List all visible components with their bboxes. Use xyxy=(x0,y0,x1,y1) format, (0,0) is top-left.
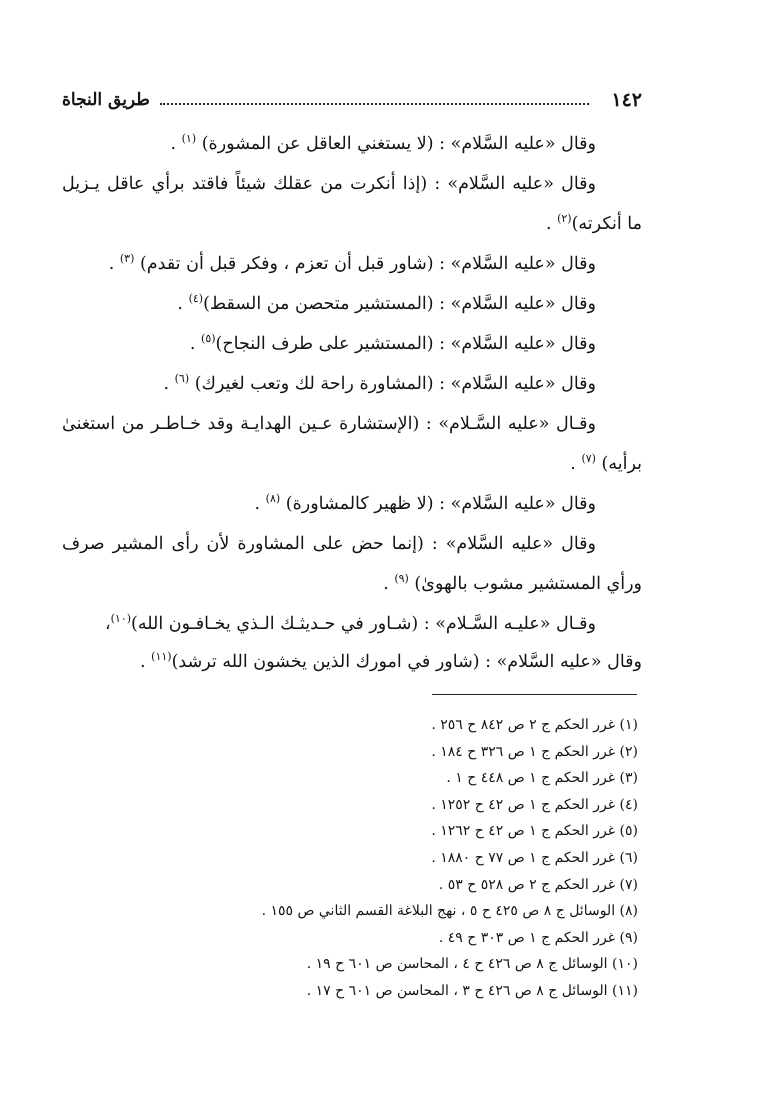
footnote-item: (٥) غرر الحكم ج ١ ص ٤٢ ح ١٢٦٢ . xyxy=(431,823,638,840)
sentence-end: . xyxy=(383,574,395,594)
sentence-end: . xyxy=(545,214,558,234)
hadith-paragraph xyxy=(62,484,642,524)
footnote-item: (٩) غرر الحكم ج ١ ص ٣٠٣ ح ٤٩ . xyxy=(438,929,638,946)
hadith-paragraph: وقـال «عليـه السَّـلام» : (شـاور في حـديثـك الـذي يخـافـون الله)$^{(١٠)}$، xyxy=(104,612,596,634)
leader-dots xyxy=(160,103,590,105)
sentence-end: . xyxy=(163,374,175,394)
main-text xyxy=(62,124,642,682)
hadith-paragraph xyxy=(62,404,642,484)
footnote-ref: (٥) xyxy=(201,332,216,346)
footnote-item: (١٠) الوسائل ج ٨ ص ٤٢٦ ح ٤ ، المحاسن ص ٦٠١ ح ١٩ . xyxy=(306,956,638,973)
hadith-paragraph xyxy=(62,364,642,404)
hadith-text: وقال «عليه السَّلام» : (المشاورة راحة لك وتعب لغيرك) xyxy=(194,374,596,394)
hadith-paragraph xyxy=(62,164,642,244)
running-title: طريق النجاة xyxy=(62,90,150,110)
footnotes xyxy=(62,712,638,1005)
sentence-end: . xyxy=(140,652,152,672)
footnote-ref: (٧) xyxy=(581,452,596,466)
footnote-ref: (٣) xyxy=(119,252,135,266)
footnote-item: (١) غرر الحكم ج ٢ ص ٨٤٢ ح ٢٥٦ . xyxy=(431,717,638,733)
sentence-end: . xyxy=(254,494,266,514)
footnote-item: (١١) الوسائل ج ٨ ص ٤٢٦ ح ٣ ، المحاسن ص ٦٠١ ح ١٧ . xyxy=(306,982,638,999)
hadith-text: وقال «عليه السَّلام» : (شاور في امورك الذين يخشون الله ترشد) xyxy=(171,652,642,672)
sentence-end: . xyxy=(170,134,182,154)
hadith-paragraph xyxy=(62,124,642,164)
hadith-paragraph xyxy=(62,642,642,682)
sentence-end: . xyxy=(189,334,202,354)
sentence-end: . xyxy=(108,254,120,274)
footnote-item: (٧) غرر الحكم ج ٢ ص ٥٢٨ ح ٥٣ . xyxy=(438,876,638,893)
footnote-ref: (١١) xyxy=(151,650,172,664)
page-number: ١٤٢ xyxy=(611,89,642,111)
hadith-text: وقال «عليه السَّلام» : (إذا أنكرت من عقلك شيئاً فاقتد برأي عاقل يـزيل ما أنكرته) xyxy=(62,174,642,234)
hadith-text: وقـال «عليـه السَّـلام» : (شـاور في حـديثـك الـذي يخـافـون الله) xyxy=(131,614,596,634)
hadith-paragraph xyxy=(62,524,642,604)
hadith-paragraph xyxy=(62,284,642,324)
hadith-paragraph xyxy=(62,244,642,284)
hadith-paragraph xyxy=(62,324,642,364)
footnote-ref: (٨) xyxy=(265,492,281,506)
hadith-text: وقال «عليه السَّلام» : (إنما حض على المشاورة لأن رأى المشير صرف ورأي المستشير مشوب بالهوىٰ) xyxy=(62,534,642,594)
hadith-text: وقال «عليه السَّلام» : (المستشير متحصن من السقط) xyxy=(203,294,596,314)
sentence-end: . xyxy=(570,454,582,474)
footnote-item: (٤) غرر الحكم ج ١ ص ٤٢ ح ١٢٥٢ . xyxy=(431,796,638,813)
hadith-text: وقـال «عليه السَّـلام» : (الإستشارة عـين الهدايـة وقد خـاطـر من استغنىٰ برأيه) xyxy=(62,414,642,474)
hadith-text: وقال «عليه السَّلام» : (المستشير على طرف النجاح) xyxy=(215,334,596,354)
running-header xyxy=(62,86,642,114)
footnote-separator xyxy=(432,694,637,695)
footnote-ref: (٦) xyxy=(174,372,190,386)
footnote-ref: (٢) xyxy=(557,212,572,226)
hadith-text: وقال «عليه السَّلام» : (لا يستغني العاقل عن المشورة) xyxy=(201,134,596,154)
footnote-ref: (١٠) xyxy=(110,612,132,626)
footnote-ref: (١) xyxy=(181,132,197,146)
footnote-ref: (٤) xyxy=(188,292,204,306)
hadith-text: وقال «عليه السَّلام» : (لا ظهير كالمشاورة) xyxy=(285,494,596,514)
hadith-text: وقال «عليه السَّلام» : (شاور قبل أن تعزم ، وفكر قبل أن تقدم) xyxy=(139,254,596,274)
footnote-item: (٦) غرر الحكم ج ١ ص ٧٧ ح ١٨٨٠ . xyxy=(431,849,638,866)
footnote-item: (٢) غرر الحكم ج ١ ص ٣٢٦ ح ١٨٤ . xyxy=(431,743,638,760)
sentence-end: . xyxy=(177,294,189,314)
footnote-item: (٨) الوسائل ج ٨ ص ٤٢٥ ح ٥ ، نهج البلاغة القسم الثاني ص ١٥٥ . xyxy=(261,903,638,920)
footnote-ref: (٩) xyxy=(394,572,409,586)
footnote-item: (٣) غرر الحكم ج ١ ص ٤٤٨ ح ١ . xyxy=(446,770,638,787)
